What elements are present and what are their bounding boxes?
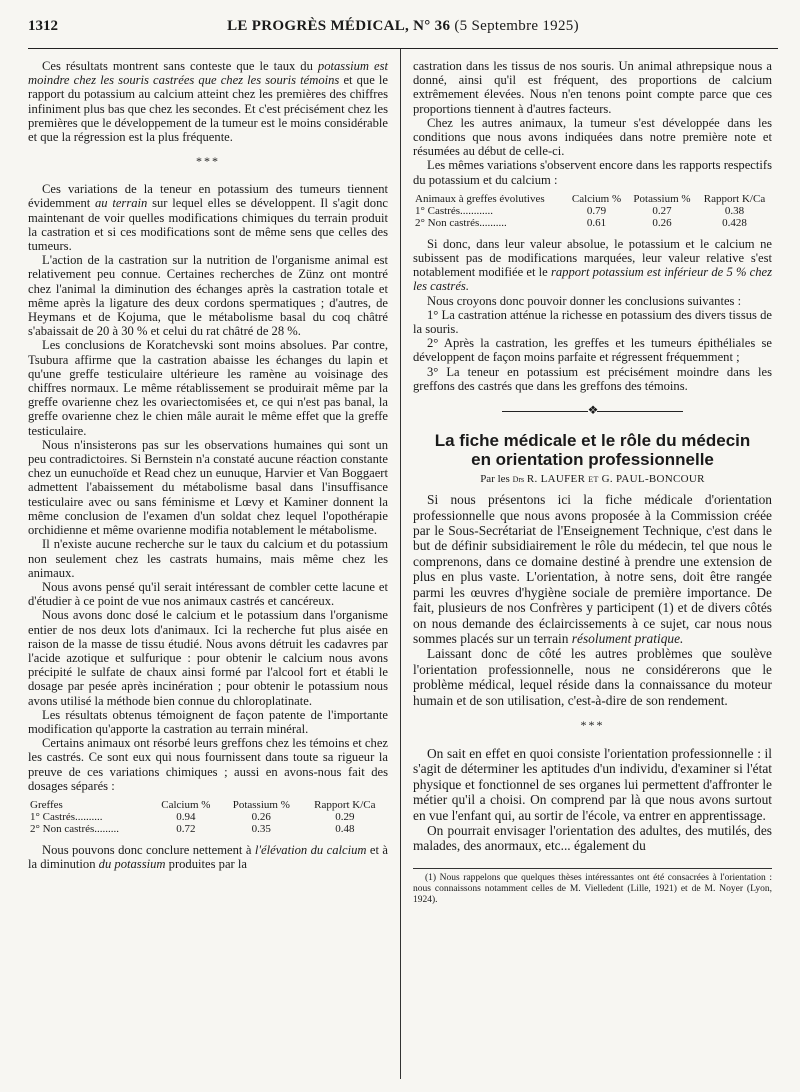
table-cell: 0.48: [335, 822, 355, 835]
table-row: [413, 217, 772, 229]
paragraph: Les mêmes variations s'observent encore dans les rapports respectifs du potassium et du calcium :: [413, 158, 772, 187]
section-ornament: ❖: [413, 403, 772, 417]
paragraph: Laissant donc de côté les autres problèmes que soulève l'orientation professionnelle, nous ne considérerons que le problème médical, lequel réside dans la connaissance du moteur humain et de son utilisation, c'est-à-dire de son rendement.: [413, 646, 772, 708]
table-header: Greffes: [30, 798, 63, 811]
paragraph: Nous avons pensé qu'il serait intéressant de combler cette lacune et d'étudier à ce point de vue nos animaux castrés et cancéreux.: [28, 579, 388, 609]
asterism: ***: [196, 154, 220, 169]
conclusion-item: 3° La teneur en potassium est précisément moindre dans les greffons des castrés que dans les greffons des témoins.: [413, 364, 772, 393]
paragraph: Il n'existe aucune recherche sur le taux du calcium et du potassium non seulement chez les castrats humains, mais même chez les animaux.: [28, 537, 388, 580]
paragraph: Certains animaux ont résorbé leurs greffons chez les témoins et chez les castrés. Ce sont eux qui nous fournissent dans toute sa rigueur la preuve de ces variations chimiques ; aussi en avons-nous fait des dosages séparés :: [28, 736, 388, 793]
table-cell: 0.29: [335, 810, 355, 823]
journal-name: LE PROGRÈS MÉDICAL,: [227, 18, 410, 34]
issue-number: N° 36: [413, 18, 451, 34]
paragraph: Les résultats obtenus témoignent de façon patente de l'importante modification qu'apporte la castration au terrain minéral.: [28, 707, 388, 736]
table-cell: 0.26: [251, 810, 271, 823]
table-header-row: [413, 193, 772, 205]
table-cell: 0.27: [652, 204, 672, 217]
table-cell: 0.72: [176, 822, 196, 835]
issue-date: (5 Septembre 1925): [454, 18, 579, 34]
table-header: Potassium %: [232, 798, 290, 811]
paragraph: Nous avons donc dosé le calcium et le potassium dans l'organisme entier de nos deux lots d'animaux. Ici la recherche fut plus aisée en raison de la masse de tissu étudié. Nous avons détruit les cadavres par l'acide azotique et sulfurique : pour obtenir le calcium nous avons précipité le sulfate de chaux ainsi formé par l'alcool fort et établi le dosage par pesée après incinération ; pour obtenir le potassium nous avons utilisé la méthode bien connue du chloroplatinate.: [28, 608, 388, 708]
table-header: Rapport K/Ca: [703, 192, 766, 205]
table-cell: 2° Non castrés..........: [415, 216, 507, 229]
table-row: [28, 811, 388, 823]
conclusion-item: 1° La castration atténue la richesse en potassium des divers tissus de la souris.: [413, 307, 772, 337]
asterism: ***: [580, 717, 605, 732]
article-title-line: en orientation professionnelle: [471, 450, 714, 470]
paragraph: Nous n'insisterons pas sur les observations humaines qui sont un peu contradictoires. Si Bernstein n'a constaté aucune réaction constante chez un eunuchoïde et Read chez un eunuque, Harvier et Van Boggaert admettent l'abaissement du métabolisme basal dans l'insuffisance testiculaire avec ou sans féminisme et Lœvy et Kaminer donnent la même conclusion de l'examen d'un soldat chez lequel l'opothérapie orchidienne et même ovarienne modifia notablement le métabolisme.: [28, 437, 388, 538]
paragraph: castration dans les tissus de nos souris. Un animal athrepsique nous a donné, ainsi qu'il est fréquent, des proportions de calcium extrêmement élevées. Nous n'en tenons point compte parce que ces proportions tiennent à d'autres facteurs.: [413, 59, 772, 116]
table-header: Potassium %: [633, 192, 691, 205]
grafts-table: [28, 799, 388, 835]
table-header: Calcium %: [161, 798, 211, 811]
right-column: [400, 49, 772, 1079]
table-cell: 0.428: [722, 216, 747, 229]
table-header: Calcium %: [571, 192, 622, 205]
left-column: [28, 49, 400, 1079]
article-title: [413, 431, 772, 469]
paragraph: L'action de la castration sur la nutrition de l'organisme animal est relativement peu connue. Certaines recherches de Zünz ont montré chez l'animal la diminution des échanges après la castration totale et même après la ligature des deux cordons spermatiques ; d'autres, de Heymans et de Kojuma, que le métabolisme basal du coq châtré s'abaissait de 20 à 30 % et celui du rat châtré de 28 %.: [28, 253, 388, 339]
author-names: R. LAUFER et G. PAUL-BONCOUR: [526, 473, 705, 486]
table-row: [413, 205, 772, 217]
table-header: Animaux à greffes évolutives: [415, 192, 545, 205]
paragraph: Les conclusions de Koratchevski sont moins absolues. Par contre, Tsubura affirme que la castration abaisse les échanges du lapin et qu'une greffe testiculaire ultérieure les ramène au voisinage des chiffres normaux. Le même rétablissement se produirait même par la greffe ovarienne chez les ovariectomisées et, ce qui n'est pas banal, la greffe ovarienne chez le chien mâle aurait le même effet que la greffe testiculaire.: [28, 338, 388, 438]
footnote: (1) Nous rappelons que quelques thèses intéressantes ont été consacrées à l'orientation : nous connaissons notamment celles de M. Vielledent (Lille, 1921) et de M. Noyer (Lyon, 1924).: [413, 868, 772, 906]
paragraph: On pourrait envisager l'orientation des adultes, des mutilés, des malades, des anormaux, etc... également du: [413, 822, 772, 854]
table-row: [28, 823, 388, 835]
paragraph: Nous pouvons donc conclure nettement à l'élévation du calcium et à la diminution du potassium produites par la: [28, 842, 388, 872]
table-cell: 0.38: [724, 204, 745, 217]
table-cell: 2° Non castrés.........: [30, 822, 120, 835]
table-cell: 0.79: [586, 204, 607, 217]
table-cell: 0.94: [176, 810, 196, 823]
paragraph: Ces variations de la teneur en potassium des tumeurs tiennent évidemment au terrain sur lequel elles se développent. Il s'agit donc maintenant de voir quelles modifications chimiques du terrain produit la castration et si ces modifications sont de même sens que celles des tumeurs.: [28, 182, 388, 254]
conclusion-item: 2° Après la castration, les greffes et les tumeurs épithéliales se développent de façon moins parfaite et régressent fréquemment ;: [413, 336, 772, 365]
paragraph: Nous croyons donc pouvoir donner les conclusions suivantes :: [427, 293, 742, 308]
paragraph: Chez les autres animaux, la tumeur s'est développée dans les conditions que nous avons indiquées dans notre première note et résumées au début de celle-ci.: [413, 115, 772, 159]
table-cell: 1° Castrés..........: [30, 810, 103, 823]
table-header-row: [28, 799, 388, 811]
article-title-line: La fiche médicale et le rôle du médecin: [434, 431, 751, 451]
paragraph: Ces résultats montrent sans conteste que le taux du potassium est moindre chez les souris castrées que chez les souris témoins et que le rapport du potassium au calcium atteint chez les premières des chiffres infiniment plus bas que chez les secondes. Et c'est précisément chez les premières que le développement de la tumeur est le moins considérable et que la régression est la plus fréquente.: [28, 59, 388, 145]
paragraph: Si nous présentons ici la fiche médicale d'orientation professionnelle que nous avons proposée à la Commission créée par le Sous-Secrétariat de l'Enseignement Technique, c'est dans le but de définir subsidiairement le rôle du médecin, tel que nous le comprenons, dans ce domaine destiné à prendre une extension de plus en plus vaste. L'orientation, à notre sens, doit être rangée parmi les œuvres d'hygiène sociale de première importance. De fait, plusieurs de nos Confrères y participent (1) et de divers côtés on nous demande des éclaircissements à ce sujet, car nous nous sommes placés sur un terrain résolument pratique.: [413, 492, 772, 646]
article-body: [413, 492, 772, 854]
table-cell: 1° Castrés............: [415, 204, 494, 217]
running-header: [28, 18, 778, 44]
page-number: 1312: [28, 18, 58, 34]
article-byline: Par les $^{Drs}$ R. LAUFER et G. PAUL-BONCOUR: [480, 473, 705, 486]
table-cell: 0.35: [251, 822, 271, 835]
table-cell: 0.61: [586, 216, 607, 229]
two-column-body: [28, 49, 778, 1079]
journal-title: [98, 18, 708, 35]
paragraph: On sait en effet en quoi consiste l'orientation professionnelle : il s'agit de déterminer les aptitudes d'un individu, d'examiner si l'état physique et fonctionnel de ses organes lui permettent d'affronter le métier qu'il a choisi. On comprend par là que nous avons surtout en vue l'enfant qui, au sortir de l'école, va entrer en apprentissage.: [413, 745, 772, 823]
evolving-grafts-table: [413, 193, 772, 229]
table-cell: 0.26: [652, 216, 672, 229]
paragraph: Si donc, dans leur valeur absolue, le potassium et le calcium ne subissent pas de modifications marquées, leur valeur relative s'est notablement modifiée et le rapport potassium est inférieur de 5 % chez les castrés.: [413, 236, 772, 294]
table-header: Rapport K/Ca: [314, 798, 376, 811]
